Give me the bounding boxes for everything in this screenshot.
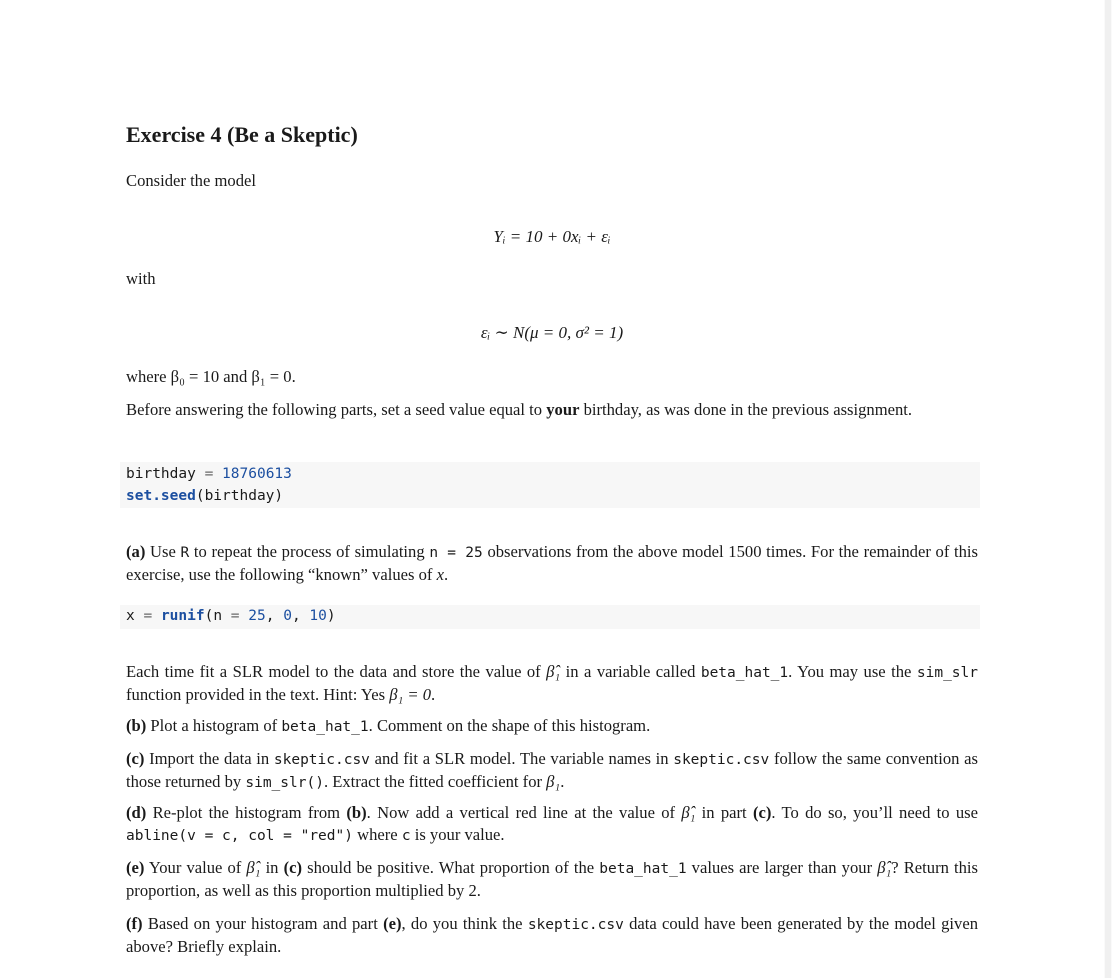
code-line: birthday = 18760613 xyxy=(126,466,292,482)
part-f-paragraph: (f) Based on your histogram and part (e), do you think the skeptic.csv data could have been generated by the model given above? Briefly explain. xyxy=(126,914,979,956)
where-text: where β₀ = 10 and β₁ = 0. xyxy=(126,367,296,386)
before-paragraph: Before answering the following parts, set a seed value equal to your birthday, as was done in the previous assignment. xyxy=(126,400,913,419)
part-d-paragraph: (d) Re-plot the histogram from (b). Now add a vertical red line at the value of β̂₁ in part (c). To do so, you’ll need to use abline(v = c, col = "red") where c is your value. xyxy=(126,803,978,844)
error-distribution-equation: εᵢ ∼ N(μ = 0, σ² = 1) xyxy=(480,323,624,342)
part-a-paragraph: (a) Use R to repeat the process of simulating n = 25 observations from the above model 1500 times. For the remainder of this exercise, use the following “known” values of x. xyxy=(126,542,978,584)
with-text: with xyxy=(126,269,156,288)
code-block-seed xyxy=(120,462,980,508)
intro-text: Consider the model xyxy=(126,171,256,190)
part-b-paragraph: (b) Plot a histogram of beta_hat_1. Comment on the shape of this histogram. xyxy=(126,716,651,735)
part-e-paragraph: (e) Your value of β̂₁ in (c) should be positive. What proportion of the beta_hat_1 values are larger than your β̂₁? Return this proportion, as well as this proportion multiplied by 2. xyxy=(126,858,978,900)
code-block-x: x = runif(n = 25, 0, 10) xyxy=(120,605,980,629)
part-c-paragraph: (c) Import the data in skeptic.csv and fit a SLR model. The variable names in skeptic.csv follow the same convention as those returned by sim_slr(). Extract the fitted coefficient for β₁. xyxy=(126,749,978,791)
vertical-scrollbar[interactable] xyxy=(1104,0,1112,978)
model-equation: Yᵢ = 10 + 0xᵢ + εᵢ xyxy=(493,227,611,246)
code-line: set.seed(birthday) xyxy=(126,488,284,504)
scrollbar-thumb[interactable] xyxy=(1105,0,1111,978)
each-time-paragraph: Each time fit a SLR model to the data and store the value of β̂₁ in a variable called beta_hat_1. You may use the sim_slr function provided in the text. Hint: Yes β₁ = 0. xyxy=(126,662,978,704)
exercise-title: Exercise 4 (Be a Skeptic) xyxy=(126,122,358,147)
